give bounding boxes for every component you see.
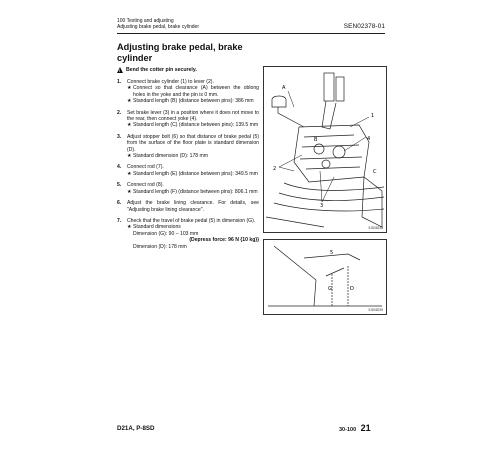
header-subsection-title: Adjusting brake pedal, brake cylinder bbox=[117, 24, 199, 30]
step-6 bbox=[117, 200, 259, 213]
warning-icon bbox=[117, 67, 123, 73]
footer-page bbox=[339, 423, 371, 433]
page-title: Adjusting brake pedal, brake cylinder bbox=[117, 42, 243, 63]
warning-text: Bend the cotter pin securely. bbox=[126, 67, 197, 73]
star-icon: ★ bbox=[127, 98, 132, 105]
figure-brake-linkage bbox=[263, 66, 387, 233]
procedure-column bbox=[117, 42, 259, 250]
figure-code: 9JD08239 bbox=[368, 308, 383, 312]
label-c: C bbox=[373, 169, 377, 175]
label-g: G bbox=[328, 286, 332, 292]
step-bullet: Standard length (C) (distance between pins): 139.5 mm bbox=[133, 122, 259, 129]
label-b: B bbox=[314, 137, 318, 143]
step-bullet: Standard dimension (D): 178 mm bbox=[133, 153, 209, 160]
depress-force: (Depress force: 96 N {10 kg}) bbox=[189, 237, 259, 244]
warning-note bbox=[117, 67, 259, 73]
doc-code: SEN02378-01 bbox=[343, 23, 385, 30]
star-icon: ★ bbox=[127, 170, 132, 177]
star-icon: ★ bbox=[127, 85, 132, 92]
pedal-travel-drawing bbox=[264, 240, 386, 314]
step-number: 2. bbox=[117, 109, 122, 116]
figure-code: 9JD08238 bbox=[368, 226, 383, 230]
header-rule bbox=[117, 33, 385, 34]
header-section bbox=[117, 18, 199, 30]
star-icon: ★ bbox=[127, 153, 132, 160]
dimension-d: Dimension (D): 178 mm bbox=[133, 243, 187, 250]
label-a: A bbox=[282, 85, 286, 91]
step-1 bbox=[117, 79, 259, 105]
step-text: Check that the travel of brake pedal (5) in dimension (G). bbox=[127, 217, 256, 224]
step-text: Adjust the brake lining clearance. For details, see "Adjusting brake lining clearance". bbox=[127, 200, 259, 213]
page-number: 21 bbox=[360, 423, 371, 433]
label-d: D bbox=[350, 286, 354, 292]
label-3: 3 bbox=[320, 203, 324, 209]
step-2 bbox=[117, 110, 259, 129]
step-number: 5. bbox=[117, 182, 122, 189]
label-1: 1 bbox=[371, 113, 375, 119]
star-icon: ★ bbox=[127, 188, 132, 195]
label-4: 4 bbox=[367, 136, 371, 142]
header-section-title: 100 Testing and adjusting bbox=[117, 18, 174, 24]
step-bullet: Connect so that clearance (A) between the oblong holes in the yoke and the pin is 0 mm. bbox=[133, 85, 259, 98]
step-number: 6. bbox=[117, 200, 122, 207]
step-bullet: Standard length (E) (distance between pins): 349.5 mm bbox=[133, 170, 258, 177]
step-number: 3. bbox=[117, 133, 122, 140]
footer-model: D21A, P-8SD bbox=[117, 425, 155, 432]
label-2: 2 bbox=[273, 166, 277, 172]
figure-pedal-travel bbox=[263, 239, 387, 315]
step-3 bbox=[117, 134, 259, 160]
brake-linkage-drawing bbox=[264, 67, 386, 232]
dimension-g: Dimension (G): 90 – 103 mm bbox=[133, 230, 199, 237]
step-bullet: Standard dimensions bbox=[133, 224, 181, 231]
step-text: Set brake lever (3) in a position where it does not move to the rear, then connect yoke (4). bbox=[127, 109, 259, 123]
step-4 bbox=[117, 164, 259, 177]
step-7 bbox=[117, 218, 259, 250]
step-number: 4. bbox=[117, 164, 122, 171]
step-number: 1. bbox=[117, 79, 122, 85]
step-text: Connect rod (8). bbox=[127, 182, 164, 189]
star-icon: ★ bbox=[127, 122, 132, 129]
step-5 bbox=[117, 182, 259, 195]
step-bullet: Standard length (F) (distance between pins): 806.1 mm bbox=[133, 188, 258, 195]
star-icon: ★ bbox=[127, 224, 132, 231]
step-text: Connect rod (7). bbox=[127, 164, 164, 171]
label-5: 5 bbox=[330, 250, 334, 256]
step-text: Connect brake cylinder (1) to lever (2). bbox=[127, 79, 214, 85]
footer-section-number: 30-100 bbox=[339, 427, 357, 433]
step-number: 7. bbox=[117, 217, 122, 224]
step-bullet: Standard length (B) (distance between pins): 386 mm bbox=[133, 98, 254, 105]
step-text: Adjust stopper bolt (6) so that distance of brake pedal (5) from the surface of the floor plate is standard dimension (D). bbox=[127, 133, 259, 153]
